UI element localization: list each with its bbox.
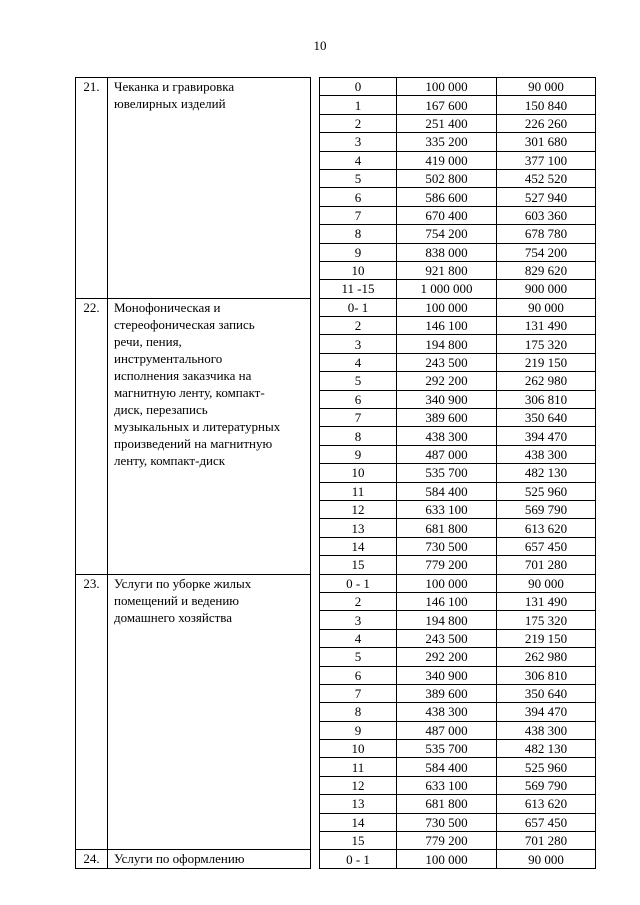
range-cell: 10 xyxy=(320,261,397,279)
value-cell: 487 000 xyxy=(397,445,497,463)
value-cell: 100 000 xyxy=(397,298,497,316)
discount-cell: 525 960 xyxy=(497,758,596,776)
range-cell: 0 xyxy=(320,78,397,96)
description-line: исполнения заказчика на xyxy=(114,367,252,383)
range-cell: 9 xyxy=(320,445,397,463)
value-cell: 838 000 xyxy=(397,243,497,261)
value-cell: 243 500 xyxy=(397,353,497,371)
discount-cell: 175 320 xyxy=(497,335,596,353)
value-cell: 779 200 xyxy=(397,556,497,574)
discount-cell: 350 640 xyxy=(497,409,596,427)
value-cell: 146 100 xyxy=(397,592,497,610)
range-cell: 12 xyxy=(320,500,397,518)
description-line: ленту, компакт-диск xyxy=(114,452,226,468)
value-cell: 100 000 xyxy=(397,78,497,96)
discount-cell: 175 320 xyxy=(497,611,596,629)
value-cell: 633 100 xyxy=(397,776,497,794)
value-cell: 292 200 xyxy=(397,372,497,390)
range-cell: 6 xyxy=(320,188,397,206)
discount-cell: 754 200 xyxy=(497,243,596,261)
value-cell: 292 200 xyxy=(397,648,497,666)
discount-cell: 306 810 xyxy=(497,666,596,684)
item-number: 24. xyxy=(76,850,108,868)
table-row xyxy=(76,574,596,592)
value-cell: 100 000 xyxy=(397,574,497,592)
discount-cell: 377 100 xyxy=(497,151,596,169)
value-cell: 340 900 xyxy=(397,666,497,684)
description-line: Услуги по оформлению xyxy=(114,851,245,867)
table-row xyxy=(76,850,596,868)
discount-cell: 701 280 xyxy=(497,556,596,574)
description-line: стереофоническая запись xyxy=(114,316,255,332)
value-cell: 681 800 xyxy=(397,795,497,813)
description-line: музыкальных и литературных xyxy=(114,418,281,434)
range-cell: 1 xyxy=(320,96,397,114)
value-cell: 535 700 xyxy=(397,740,497,758)
discount-cell: 226 260 xyxy=(497,114,596,132)
value-cell: 586 600 xyxy=(397,188,497,206)
range-cell: 9 xyxy=(320,721,397,739)
value-cell: 779 200 xyxy=(397,832,497,850)
discount-cell: 262 980 xyxy=(497,372,596,390)
discount-cell: 569 790 xyxy=(497,776,596,794)
description-line: Чеканка и гравировка xyxy=(114,79,235,94)
range-cell: 6 xyxy=(320,666,397,684)
discount-cell: 527 940 xyxy=(497,188,596,206)
tariff-table xyxy=(75,77,596,869)
value-cell: 146 100 xyxy=(397,317,497,335)
discount-cell: 350 640 xyxy=(497,684,596,702)
discount-cell: 452 520 xyxy=(497,169,596,187)
discount-cell: 482 130 xyxy=(497,464,596,482)
range-cell: 3 xyxy=(320,335,397,353)
range-cell: 3 xyxy=(320,611,397,629)
discount-cell: 306 810 xyxy=(497,390,596,408)
discount-cell: 90 000 xyxy=(497,574,596,592)
range-cell: 8 xyxy=(320,225,397,243)
range-cell: 6 xyxy=(320,390,397,408)
service-description xyxy=(108,298,311,574)
range-cell: 5 xyxy=(320,169,397,187)
page-number: 10 xyxy=(313,38,327,53)
range-cell: 14 xyxy=(320,537,397,555)
discount-cell: 394 470 xyxy=(497,427,596,445)
description-line: речи, пения, xyxy=(114,333,182,349)
range-cell: 11 xyxy=(320,758,397,776)
value-cell: 1 000 000 xyxy=(397,280,497,298)
discount-cell: 438 300 xyxy=(497,445,596,463)
value-cell: 754 200 xyxy=(397,225,497,243)
discount-cell: 701 280 xyxy=(497,832,596,850)
column-gap xyxy=(311,574,320,850)
range-cell: 3 xyxy=(320,133,397,151)
discount-cell: 603 360 xyxy=(497,206,596,224)
value-cell: 730 500 xyxy=(397,537,497,555)
value-cell: 100 000 xyxy=(397,850,497,868)
item-number: 23. xyxy=(76,574,108,850)
discount-cell: 678 780 xyxy=(497,225,596,243)
discount-cell: 613 620 xyxy=(497,519,596,537)
value-cell: 438 300 xyxy=(397,703,497,721)
range-cell: 4 xyxy=(320,629,397,647)
range-cell: 4 xyxy=(320,353,397,371)
column-gap xyxy=(311,298,320,574)
value-cell: 419 000 xyxy=(397,151,497,169)
value-cell: 243 500 xyxy=(397,629,497,647)
range-cell: 0 - 1 xyxy=(320,850,397,868)
value-cell: 535 700 xyxy=(397,464,497,482)
range-cell: 2 xyxy=(320,114,397,132)
discount-cell: 301 680 xyxy=(497,133,596,151)
item-number: 22. xyxy=(76,298,108,574)
discount-cell: 219 150 xyxy=(497,629,596,647)
description-line: домашнего хозяйства xyxy=(114,609,233,625)
range-cell: 10 xyxy=(320,740,397,758)
discount-cell: 131 490 xyxy=(497,592,596,610)
description-line: помещений и ведению xyxy=(114,592,239,608)
discount-cell: 829 620 xyxy=(497,261,596,279)
value-cell: 167 600 xyxy=(397,96,497,114)
discount-cell: 90 000 xyxy=(497,78,596,96)
range-cell: 0 - 1 xyxy=(320,574,397,592)
discount-cell: 219 150 xyxy=(497,353,596,371)
range-cell: 8 xyxy=(320,427,397,445)
value-cell: 438 300 xyxy=(397,427,497,445)
range-cell: 9 xyxy=(320,243,397,261)
discount-cell: 90 000 xyxy=(497,850,596,868)
range-cell: 11 -15 xyxy=(320,280,397,298)
value-cell: 389 600 xyxy=(397,684,497,702)
value-cell: 584 400 xyxy=(397,482,497,500)
column-gap xyxy=(311,78,320,299)
value-cell: 335 200 xyxy=(397,133,497,151)
value-cell: 487 000 xyxy=(397,721,497,739)
value-cell: 502 800 xyxy=(397,169,497,187)
value-cell: 921 800 xyxy=(397,261,497,279)
value-cell: 251 400 xyxy=(397,114,497,132)
discount-cell: 900 000 xyxy=(497,280,596,298)
service-description xyxy=(108,78,311,299)
range-cell: 4 xyxy=(320,151,397,169)
range-cell: 15 xyxy=(320,832,397,850)
column-gap xyxy=(311,850,320,868)
range-cell: 7 xyxy=(320,409,397,427)
value-cell: 633 100 xyxy=(397,500,497,518)
description-line: Монофоническая и xyxy=(114,299,221,315)
range-cell: 0- 1 xyxy=(320,298,397,316)
discount-cell: 482 130 xyxy=(497,740,596,758)
discount-cell: 657 450 xyxy=(497,813,596,831)
description-line: произведений на магнитную xyxy=(114,435,273,451)
value-cell: 340 900 xyxy=(397,390,497,408)
discount-cell: 150 840 xyxy=(497,96,596,114)
description-line: магнитную ленту, компакт- xyxy=(114,384,265,400)
description-line: ювелирных изделий xyxy=(114,96,226,111)
description-line: диск, перезапись xyxy=(114,401,208,417)
item-number: 21. xyxy=(76,78,108,299)
value-cell: 194 800 xyxy=(397,611,497,629)
range-cell: 12 xyxy=(320,776,397,794)
discount-cell: 131 490 xyxy=(497,317,596,335)
discount-cell: 657 450 xyxy=(497,537,596,555)
description-line: инструментального xyxy=(114,350,223,366)
range-cell: 13 xyxy=(320,519,397,537)
table-row xyxy=(76,298,596,316)
range-cell: 13 xyxy=(320,795,397,813)
discount-cell: 525 960 xyxy=(497,482,596,500)
discount-cell: 569 790 xyxy=(497,500,596,518)
range-cell: 5 xyxy=(320,372,397,390)
table-row xyxy=(76,78,596,96)
value-cell: 670 400 xyxy=(397,206,497,224)
range-cell: 2 xyxy=(320,592,397,610)
value-cell: 584 400 xyxy=(397,758,497,776)
range-cell: 15 xyxy=(320,556,397,574)
range-cell: 5 xyxy=(320,648,397,666)
service-description xyxy=(108,574,311,850)
value-cell: 389 600 xyxy=(397,409,497,427)
range-cell: 7 xyxy=(320,206,397,224)
value-cell: 681 800 xyxy=(397,519,497,537)
discount-cell: 613 620 xyxy=(497,795,596,813)
discount-cell: 394 470 xyxy=(497,703,596,721)
range-cell: 8 xyxy=(320,703,397,721)
discount-cell: 438 300 xyxy=(497,721,596,739)
value-cell: 194 800 xyxy=(397,335,497,353)
discount-cell: 262 980 xyxy=(497,648,596,666)
value-cell: 730 500 xyxy=(397,813,497,831)
service-description xyxy=(108,850,311,868)
range-cell: 10 xyxy=(320,464,397,482)
description-line: Услуги по уборке жилых xyxy=(114,575,252,591)
discount-cell: 90 000 xyxy=(497,298,596,316)
range-cell: 7 xyxy=(320,684,397,702)
range-cell: 11 xyxy=(320,482,397,500)
range-cell: 2 xyxy=(320,317,397,335)
range-cell: 14 xyxy=(320,813,397,831)
